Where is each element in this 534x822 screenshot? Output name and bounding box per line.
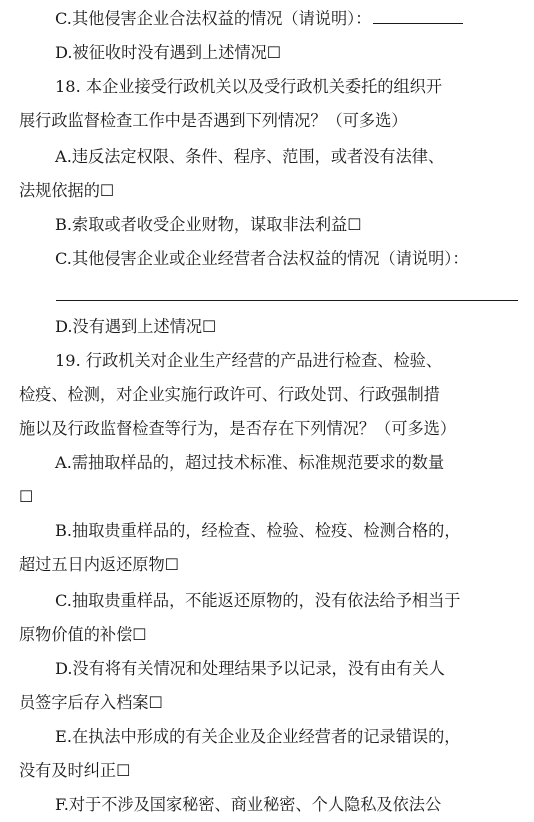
- q19-question-line-3: 施以及行政监督检查等行为，是否存在下列情况？（可多选）: [19, 419, 457, 438]
- q19-option-f-line-1: F.对于不涉及国家秘密、商业秘密、个人隐私及依法公: [55, 795, 442, 814]
- q18-option-c: C.其他侵害企业或企业经营者合法权益的情况（请说明）：: [55, 249, 469, 268]
- q19-option-b-line-2: 超过五日内返还原物☐: [19, 555, 180, 574]
- q17-option-c-text: C.其他侵害企业合法权益的情况（请说明）：: [55, 9, 372, 28]
- q19-option-c-line-2: 原物价值的补偿☐: [19, 625, 147, 644]
- q18-question-line-2: 展行政监督检查工作中是否遇到下列情况？（可多选）: [19, 111, 408, 130]
- q17-option-c: [0, 2, 534, 36]
- q17-option-d: D.被征收时没有遇到上述情况☐: [55, 43, 282, 62]
- q18-option-b: B.索取或者收受企业财物，谋取非法利益☐: [55, 215, 362, 234]
- q19-option-b-line-1: B.抽取贵重样品的，经检查、检验、检疫、检测合格的，: [55, 521, 461, 540]
- q19-question-line-2: 检疫、检测，对企业实施行政许可、行政处罚、行政强制措: [19, 385, 440, 404]
- q19-option-d-line-1: D.没有将有关情况和处理结果予以记录，没有由有关人: [55, 659, 445, 678]
- q17-option-c-blank: [373, 22, 463, 24]
- q18-option-c-answer-line: [56, 300, 518, 301]
- q18-option-a-line-1: A.违反法定权限、条件、程序、范围，或者没有法律、: [55, 147, 445, 166]
- q19-option-e-line-1: E.在执法中形成的有关企业及企业经营者的记录错误的，: [55, 727, 461, 746]
- q19-option-a-line-2: ☐: [19, 487, 34, 506]
- q18-question-line-1: 18. 本企业接受行政机关以及受行政机关委托的组织开: [55, 77, 443, 96]
- q19-option-a-line-1: A.需抽取样品的，超过技术标准、标准规范要求的数量: [55, 453, 445, 472]
- q19-option-d-line-2: 员签字后存入档案☐: [19, 693, 164, 712]
- q19-option-c-line-1: C.抽取贵重样品，不能返还原物的，没有依法给予相当于: [55, 591, 461, 610]
- q19-option-e-line-2: 没有及时纠正☐: [19, 761, 131, 780]
- q19-question-line-1: 19. 行政机关对企业生产经营的产品进行检查、检验、: [55, 351, 443, 370]
- q18-option-a-line-2: 法规依据的☐: [19, 181, 115, 200]
- q18-option-d: D.没有遇到上述情况☐: [55, 317, 217, 336]
